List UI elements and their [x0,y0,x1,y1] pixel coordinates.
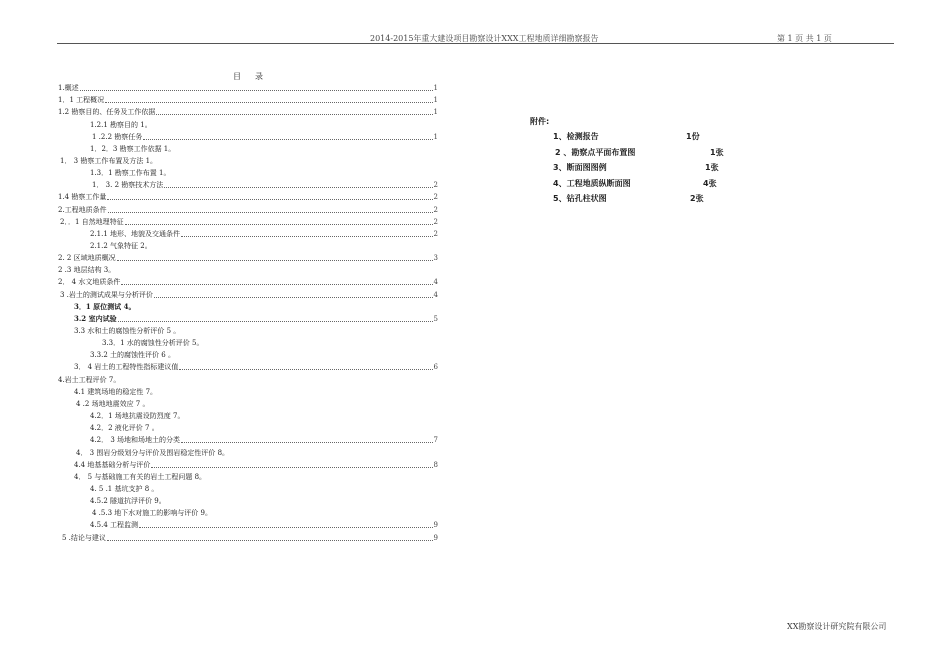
attachment-quantity: 2张 [690,194,704,203]
toc-leader-dots [117,260,433,261]
toc-leader-dots [125,224,433,225]
toc-entry [74,471,206,482]
toc-entry-text: 2. 2 区域地质概况 [58,254,116,263]
attachment-name: 3、断面图图例 [553,163,607,172]
attachments-label: 附件: [530,117,550,126]
toc-entry [102,337,204,348]
toc-leader-dots [164,187,432,188]
toc-entry [62,532,438,543]
toc-entry-text: 5 .结论与建议 [62,533,106,542]
toc-entry-text: 1．2．3 勘察工作依据 1。 [90,144,176,153]
toc-title: 目录 [233,72,277,81]
toc-entry [90,119,152,130]
toc-entry-text: 1.2 勘察目的、任务及工作依据 [58,108,156,117]
attachment-name: 1、检测报告 [553,132,599,141]
toc-entry-text: 3．1 原位测试 4。 [74,301,136,311]
attachment-quantity: 1张 [710,147,724,157]
toc-entry [90,483,158,494]
toc-entry-text: 1． 3 勘察工作布置及方法 1。 [60,156,158,165]
toc-page-number: 1 [433,132,438,141]
toc-entry-text: 2.1.2 气象特征 2。 [90,242,152,250]
toc-entry [58,264,115,275]
toc-page-number: 9 [433,533,438,542]
toc-entry [60,155,157,166]
toc-leader-dots [154,297,433,298]
toc-entry-text: 3.3.2 土的腐蚀性评价 6 。 [90,351,175,360]
toc-entry [90,240,152,251]
toc-entry [90,228,438,239]
toc-entry [90,349,175,360]
toc-page-number: 8 [433,460,438,469]
toc-page-number: 1 [433,84,438,92]
toc-entry-text: 4.2．2 液化评价 7 。 [90,424,159,433]
toc-entry [74,361,438,372]
toc-page-number: 2 [433,217,438,226]
toc-page-number: 5 [433,314,438,323]
toc-entry-text: 4. 5 .1 基坑支护 8 。 [90,484,159,493]
toc-entry [74,459,438,470]
toc-entry [58,82,438,93]
toc-page-number: 1 [433,96,438,105]
toc-entry-text: 3.3 水和土的腐蚀性分析评价 5 。 [74,327,181,335]
toc-entry [90,495,166,506]
toc-entry-text: 1.4 勘察工作量 [58,193,107,202]
toc-entry-text: 4.岩土工程评价 7。 [58,375,121,384]
toc-entry [58,252,438,263]
toc-entry-text: 1．1 工程概况 [58,96,105,105]
toc-entry-text: 2.1.1 地形、地貌及交通条件 [90,229,181,238]
toc-leader-dots [108,212,433,213]
attachment-quantity: 4张 [703,178,717,188]
toc-entry-text: 1.3．1 勘察工作布置 1。 [90,169,171,178]
toc-page-number: 3 [433,254,438,263]
attachment-name: 2 、勘察点平面布置图 [555,147,636,157]
toc-entry [58,191,438,202]
toc-leader-dots [181,236,432,237]
toc-page-number: 7 [433,436,438,445]
toc-leader-dots [156,114,432,115]
toc-entry [92,131,438,142]
toc-leader-dots [118,321,433,322]
toc-page-number: 2 [433,229,438,238]
attachment-quantity: 1份 [686,132,700,141]
toc-entry [74,386,157,397]
toc-entry [90,143,175,154]
toc-entry-text: 4 .2 场地地震效应 7 。 [76,399,150,408]
toc-entry [92,179,438,190]
toc-leader-dots [181,442,432,443]
attachment-quantity: 1张 [705,163,719,172]
toc-entry-text: 4． 3 围岩分级划分与评价及围岩稳定性评价 8。 [76,448,230,457]
toc-entry-text: 3.3．1 水的腐蚀性分析评价 5。 [102,339,204,348]
toc-entry-text: 4.2．1 场地抗震设防烈度 7。 [90,412,185,421]
toc-entry [58,204,438,215]
toc-page-number: 9 [433,521,438,530]
toc-entry [90,410,185,421]
toc-entry [90,422,159,433]
toc-entry-text: 3 .岩土的测试成果与分析评价 [60,290,153,299]
toc-leader-dots [105,102,432,103]
toc-entry-text: 1． 3. 2 勘察技术方法 [92,181,164,190]
toc-entry-text: 4.4 地基基础分析与评价 [74,460,151,469]
toc-page-number: 1 [433,108,438,117]
toc-entry [58,94,438,105]
toc-entry-text: 4． 5 与基础施工有关的岩土工程问题 8。 [74,472,207,481]
toc-entry-text: 2．．1 自然地理特征 [60,217,124,226]
header-title: 2014-2015年重大建设项目勘察设计XXX工程地质详细勘察报告 [370,34,599,43]
toc-page-number: 4 [433,290,438,299]
toc-leader-dots [139,527,432,528]
toc-entry-text: 2 .3 地层结构 3。 [58,266,116,275]
toc-entry-text: 4.5.2 隧道抗浮评价 9。 [90,497,166,506]
toc-page-number: 2 [433,205,438,214]
toc-entry-text: 2.工程地质条件 [58,205,107,214]
toc-leader-dots [107,540,433,541]
toc-leader-dots [80,90,433,91]
toc-entry [76,447,229,458]
toc-entry-text: 1.概述 [58,84,79,92]
toc-leader-dots [121,284,432,285]
attachment-name: 5、钻孔柱状图 [553,194,607,203]
toc-entry-text: 2． 4 水文地质条件 [58,278,121,287]
toc-entry [60,289,438,300]
toc-entry [60,216,438,227]
toc-entry-text: 1.2.1 勘察目的 1。 [90,120,152,129]
toc-entry [74,313,438,324]
toc-entry-text: 4.1 建筑场地的稳定性 7。 [74,387,158,396]
toc-entry-text: 4.5.4 工程监测 [90,521,139,530]
toc-entry [76,398,150,409]
toc-entry [90,167,171,178]
attachment-name: 4、工程地质纵断面图 [553,178,631,188]
toc-entry [58,106,438,117]
toc-entry [74,301,136,312]
toc-page-number: 2 [433,181,438,190]
toc-page-number: 4 [433,278,438,287]
toc-entry-text: 4.2． 3 场地和场地土的分类 [90,436,181,445]
toc-entry [58,276,438,287]
toc-leader-dots [143,139,432,140]
toc-entry [74,325,180,336]
footer-company: XX勘察设计研究院有限公司 [787,622,887,631]
toc-leader-dots [151,467,432,468]
toc-entry-text: 1 .2.2 勘察任务 [92,132,143,141]
toc-page-number: 2 [433,193,438,202]
toc-entry-text: 4 .5.3 地下水对施工的影响与评价 9。 [92,509,212,518]
toc-entry [58,374,120,385]
toc-leader-dots [179,369,432,370]
toc-entry-text: 3.2 室内试验 [74,313,117,323]
toc-entry-text: 3． 4 岩土的工程特性指标建议值 [74,363,179,372]
toc-entry [90,519,438,530]
toc-leader-dots [107,199,432,200]
toc-entry [92,507,212,518]
toc-page-number: 6 [433,363,438,372]
toc-entry [90,434,438,445]
header-page-info: 第 1 页 共 1 页 [777,34,832,43]
